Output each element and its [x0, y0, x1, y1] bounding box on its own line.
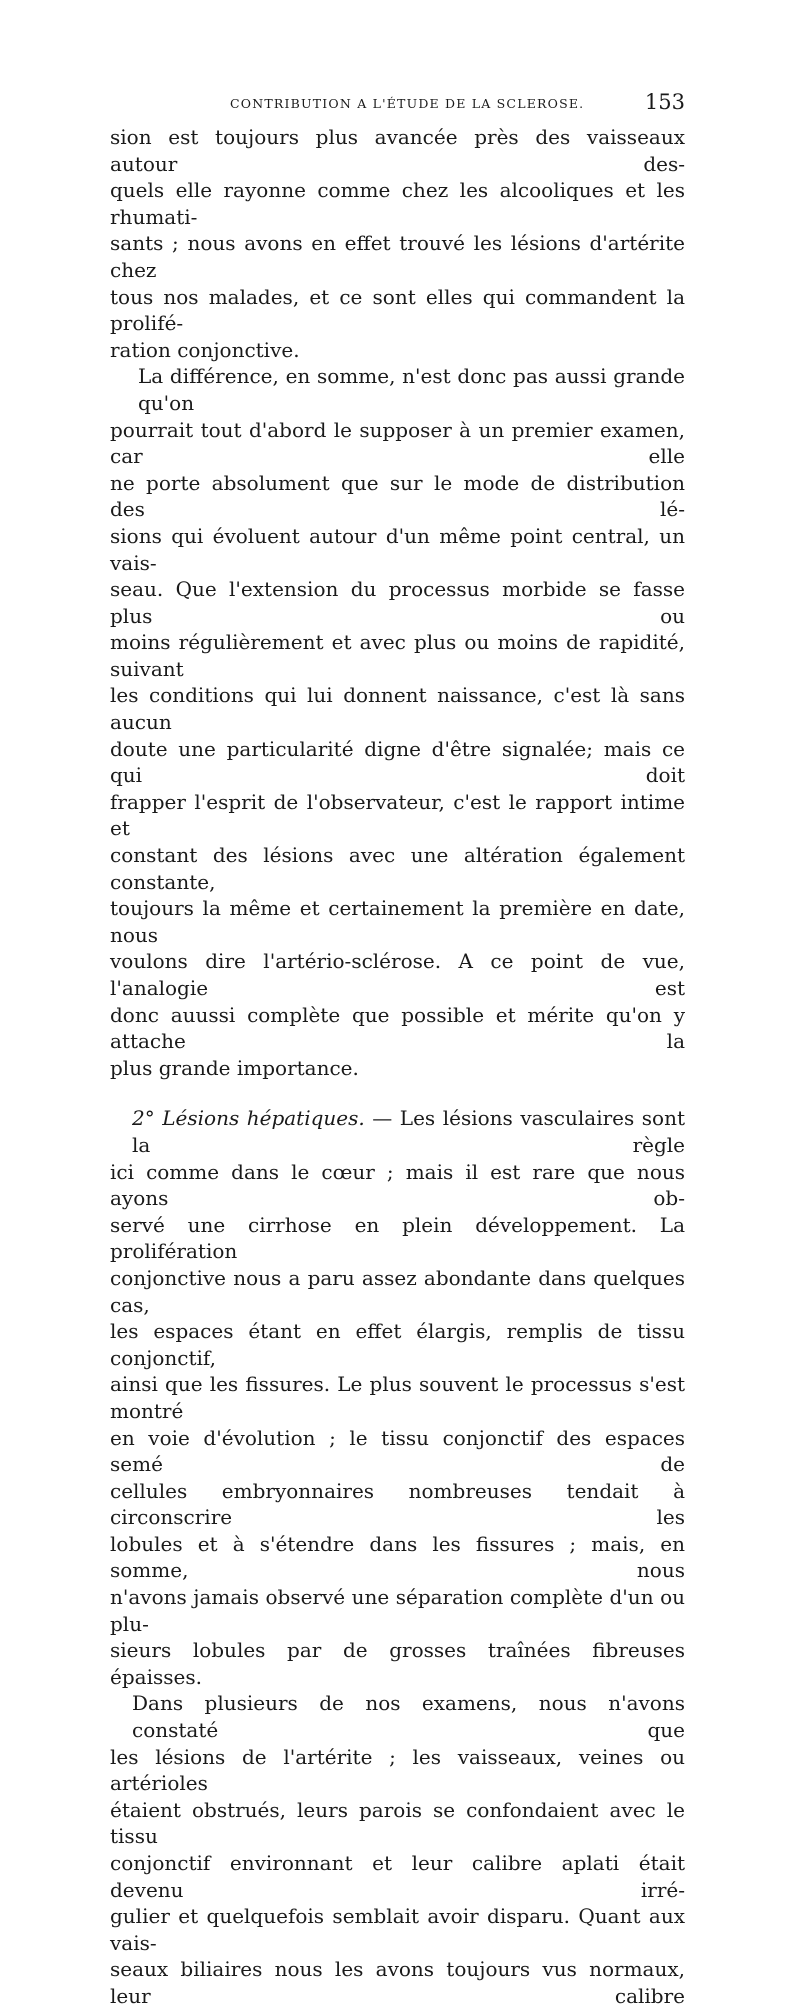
text-line: en voie d'évolution ; le tissu conjonctif des espaces semé de	[110, 1425, 685, 1477]
text-line: doute une particularité digne d'être signalée; mais ce qui doit	[110, 736, 685, 788]
text-line: quels elle rayonne comme chez les alcooliques et les rhumati-	[110, 178, 685, 229]
text-line: les lésions de l'artérite ; les vaisseaux, veines ou artérioles	[110, 1744, 685, 1796]
text-line: sion est toujours plus avancée près des vaisseaux autour des-	[110, 125, 685, 176]
text-line: les espaces étant en effet élargis, remplis de tissu conjonctif,	[110, 1319, 685, 1370]
book-page	[110, 90, 685, 2010]
text-line: donc auussi complète que possible et mérite qu'on y attache la	[110, 1002, 685, 1054]
text-line: les conditions qui lui donnent naissance, c'est là sans aucun	[110, 683, 685, 735]
text-line: frapper l'esprit de l'observateur, c'est le rapport intime et	[110, 789, 685, 841]
text-line: sieurs lobules par de grosses traînées fibreuses épaisses.	[110, 1638, 685, 1689]
text-line: seaux biliaires nous les avons toujours vus normaux, leur calibre	[110, 1957, 685, 2008]
text-line: voulons dire l'artério-sclérose. A ce point de vue, l'analogie est	[110, 949, 685, 1000]
text-line: ration conjonctive.	[110, 337, 300, 362]
body-text	[110, 124, 685, 2010]
paragraph-2	[110, 363, 685, 1081]
text-line: servé une cirrhose en plein développement. La prolifération	[110, 1212, 685, 1264]
text-line: cellules embryonnaires nombreuses tendait à circonscrire les	[110, 1478, 685, 1530]
text-line: constant des lésions avec une altération également constante,	[110, 843, 685, 894]
text-line: plus grande importance.	[110, 1055, 359, 1080]
text-line: toujours la même et certainement la première en date, nous	[110, 896, 685, 947]
text-line: ainsi que les fissures. Le plus souvent le processus s'est montré	[110, 1372, 685, 1423]
text-line	[110, 1105, 685, 1158]
text-line: conjonctive nous a paru assez abondante dans quelques cas,	[110, 1265, 685, 1317]
paragraph-3	[110, 1105, 685, 1690]
text-line: gulier et quelquefois semblait avoir disparu. Quant aux vais-	[110, 1904, 685, 1955]
text-line: tous nos malades, et ce sont elles qui commandent la prolifé-	[110, 284, 685, 336]
page-number: 153	[644, 90, 685, 114]
text-line-rest: — Les lésions vasculaires sont la règle	[132, 1106, 686, 1157]
text-line: sants ; nous avons en effet trouvé les lésions d'artérite chez	[110, 231, 685, 282]
text-line: La différence, en somme, n'est donc pas aussi grande qu'on	[138, 364, 685, 415]
text-line: moins régulièrement et avec plus ou moins de rapidité, suivant	[110, 630, 685, 681]
paragraph-1	[110, 124, 685, 363]
text-line: pourrait tout d'abord le supposer à un premier examen, car elle	[110, 417, 685, 469]
running-head: CONTRIBUTION A L'ÉTUDE DE LA SCLEROSE.	[230, 96, 585, 111]
text-line: n'avons jamais observé une séparation complète d'un ou plu-	[110, 1585, 685, 1636]
text-line: étaient obstrués, leurs parois se confondaient avec le tissu	[110, 1797, 685, 1849]
text-line: lobules et à s'étendre dans les fissures ; mais, en somme, nous	[110, 1531, 685, 1583]
text-line: conjonctif environnant et leur calibre aplati était devenu irré-	[110, 1851, 685, 1902]
text-line: Dans plusieurs de nos examens, nous n'avons constaté que	[132, 1691, 685, 1743]
text-line: seau. Que l'extension du processus morbide se fasse plus ou	[110, 577, 685, 628]
text-line: ici comme dans le cœur ; mais il est rare que nous ayons ob-	[110, 1159, 685, 1211]
page-header	[110, 90, 685, 124]
paragraph-4	[110, 1690, 685, 2009]
text-line: sions qui évoluent autour d'un même point central, un vais-	[110, 523, 685, 575]
section-heading: 2° Lésions hépatiques.	[132, 1106, 365, 1131]
text-line: ne porte absolument que sur le mode de distribution des lé-	[110, 470, 685, 522]
